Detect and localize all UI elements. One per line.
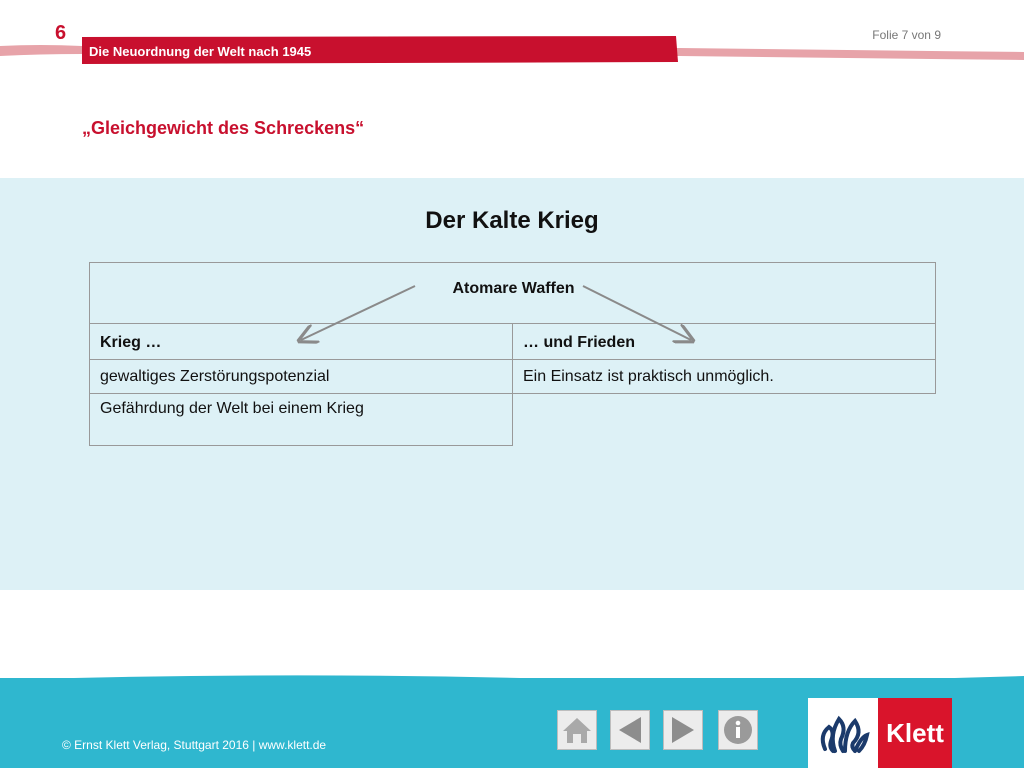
content-panel [0,178,1024,590]
info-button[interactable] [718,710,758,750]
slide-subtitle: „Gleichgewicht des Schreckens“ [82,118,365,138]
previous-icon [615,715,645,745]
diagram-table [89,262,936,446]
previous-button[interactable] [610,710,650,750]
klett-logo-mark [808,698,878,768]
home-button[interactable] [557,710,597,750]
table-cell: Ein Einsatz ist praktisch unmöglich. [512,359,936,394]
diagram-right-header: … und Frieden [512,323,936,360]
diagram-left-header: Krieg … [89,323,513,360]
diagram-top-label: Atomare Waffen [452,280,575,297]
arrow-right [583,286,691,340]
slide-counter: Folie 7 von 9 [872,28,941,42]
chapter-title: Die Neuordnung der Welt nach 1945 [89,44,312,59]
logo-plant-icon [815,705,871,761]
diagram-arrows [89,262,936,362]
next-icon [668,715,698,745]
chapter-number: 6 [55,22,67,44]
arrow-left [301,286,415,340]
page-title: Der Kalte Krieg [425,207,599,234]
klett-logo-text: Klett [878,698,952,768]
klett-logo [808,698,952,768]
info-icon [722,714,754,746]
home-icon [560,715,594,745]
copyright-text: © Ernst Klett Verlag, Stuttgart 2016 | www.klett.de [62,738,327,752]
table-cell: Gefährdung der Welt bei einem Krieg [89,393,513,446]
table-cell: gewaltiges Zerstörungspotenzial [89,359,513,394]
next-button[interactable] [663,710,703,750]
